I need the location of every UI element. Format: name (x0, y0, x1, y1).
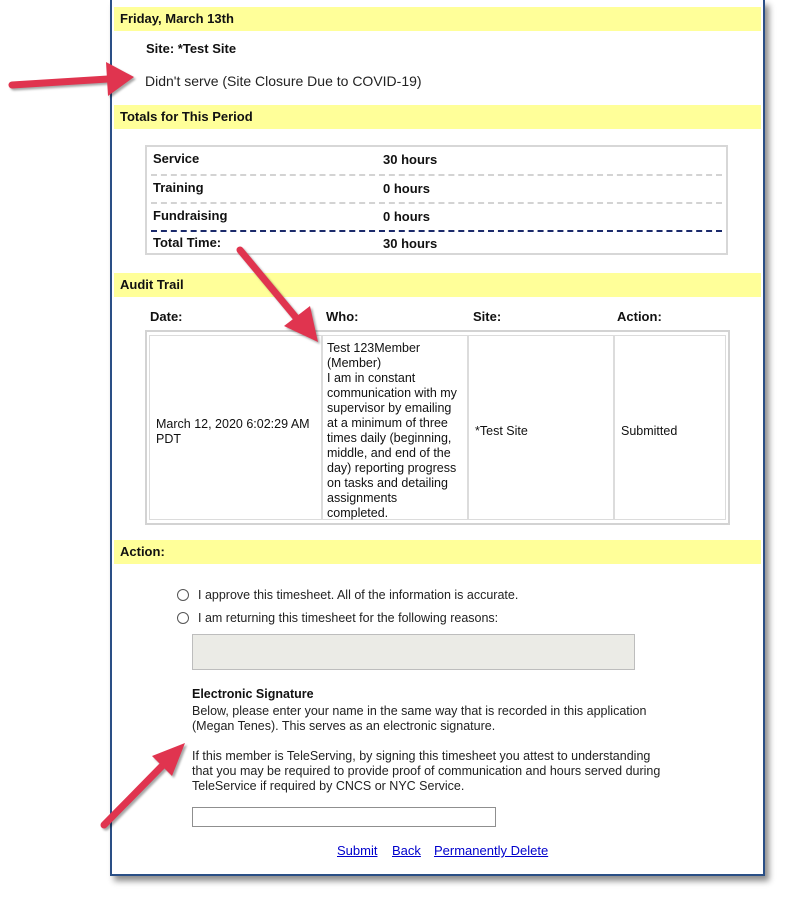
totals-row-fundraising (151, 204, 722, 232)
action-header: Action: (114, 540, 761, 564)
signature-text-1: Below, please enter your name in the same way that is recorded in this application (192, 704, 647, 718)
who-line: I am in constant (327, 371, 416, 385)
who-line: communication with my (327, 386, 457, 400)
day-header: Friday, March 13th (114, 7, 761, 31)
submit-link[interactable]: Submit (337, 843, 378, 858)
who-line: (Member) (327, 356, 382, 370)
who-line: at a minimum of three (327, 416, 448, 430)
who-line: day) reporting progress (327, 461, 457, 475)
back-link[interactable]: Back (392, 843, 421, 858)
totals-row-total (151, 231, 722, 259)
return-label: I am returning this timesheet for the following reasons: (198, 611, 499, 625)
audit-col-site: Site: (473, 309, 502, 324)
permanently-delete-link[interactable]: Permanently Delete (434, 843, 549, 858)
totals-value: 30 hours (383, 152, 438, 167)
totals-value: 0 hours (383, 181, 430, 196)
totals-header: Totals for This Period (114, 105, 761, 129)
audit-col-date: Date: (150, 309, 183, 324)
audit-cell-site (468, 335, 614, 520)
timesheet-panel (110, 0, 765, 876)
signature-text-2: (Megan Tenes). This serves as an electronic signature. (192, 719, 496, 733)
who-line: supervisor by emailing (327, 401, 452, 415)
audit-action: Submitted (621, 424, 678, 438)
signature-title: Electronic Signature (192, 687, 314, 701)
who-line: Test 123Member (327, 341, 421, 355)
service-status: Didn't serve (Site Closure Due to COVID-19) (145, 73, 422, 89)
teleserving-text-1: If this member is TeleServing, by signing this timesheet you attest to understanding (192, 749, 651, 763)
signature-input[interactable] (192, 807, 496, 827)
audit-date-line2: PDT (156, 432, 181, 446)
audit-col-who: Who: (326, 309, 359, 324)
audit-table (145, 330, 730, 525)
teleserving-text-2: that you may be required to provide proof of communication and hours served during (192, 764, 661, 778)
totals-value: 0 hours (383, 209, 430, 224)
who-line: times daily (beginning, (327, 431, 452, 445)
audit-header: Audit Trail (114, 273, 761, 297)
approve-radio[interactable] (177, 589, 189, 601)
teleserving-text-3: TeleService if required by CNCS or NYC Service. (192, 779, 465, 793)
who-line: completed. (327, 506, 389, 520)
who-line: assignments (327, 491, 398, 505)
who-line: on tasks and detailing (327, 476, 448, 490)
site-line: Site: *Test Site (146, 41, 237, 56)
total-time-label: Total Time: (153, 235, 222, 250)
total-time-value: 30 hours (383, 236, 438, 251)
audit-date-line1: March 12, 2020 6:02:29 AM (156, 417, 310, 431)
return-radio[interactable] (177, 612, 189, 624)
totals-row-service (151, 147, 722, 175)
totals-label: Service (153, 151, 200, 166)
approve-label: I approve this timesheet. All of the information is accurate. (198, 588, 519, 602)
audit-cell-who (322, 335, 468, 520)
totals-label: Training (153, 180, 204, 195)
audit-cell-action (614, 335, 726, 520)
return-reasons-field[interactable] (192, 634, 635, 670)
totals-table (145, 145, 728, 255)
audit-site: *Test Site (475, 424, 528, 438)
audit-cell-date (149, 335, 322, 520)
who-line: middle, and end of the (327, 446, 451, 460)
totals-label: Fundraising (153, 208, 228, 223)
totals-row-training (151, 176, 722, 204)
audit-col-action: Action: (617, 309, 662, 324)
